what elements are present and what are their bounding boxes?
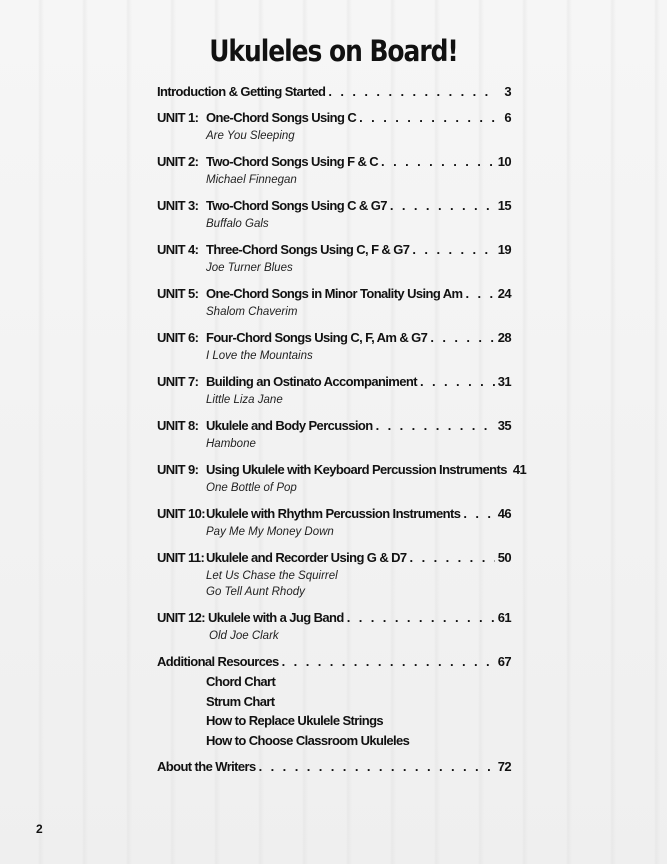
unit-number: UNIT 2: <box>157 154 199 169</box>
toc-entry-unit-11 <box>157 548 511 608</box>
dot-leader <box>376 416 495 436</box>
unit-number: UNIT 11: <box>157 550 205 565</box>
unit-number: UNIT 12: <box>157 610 205 625</box>
unit-number: UNIT 5: <box>157 286 199 301</box>
toc-entry-unit-1 <box>157 108 511 152</box>
dot-leader <box>463 504 494 524</box>
dot-leader <box>282 652 495 672</box>
unit-title: Ukulele and Body Percussion <box>206 418 373 433</box>
resource-item: How to Choose Classroom Ukuleles <box>206 732 410 748</box>
dot-leader <box>390 196 495 216</box>
song-title: I Love the Mountains <box>206 350 313 362</box>
toc-entry-unit-3 <box>157 196 511 240</box>
unit-page: 35 <box>497 418 511 433</box>
unit-title: Building an Ostinato Accompaniment <box>206 374 417 389</box>
unit-page: 46 <box>497 506 511 521</box>
song-title: Little Liza Jane <box>206 394 283 406</box>
song-title: Pay Me My Money Down <box>206 526 334 538</box>
toc-entry-unit-2 <box>157 152 511 196</box>
unit-title: Ukulele with a Jug Band <box>208 610 344 625</box>
unit-number: UNIT 6: <box>157 330 199 345</box>
toc-entry-writers <box>157 757 511 779</box>
unit-page: 19 <box>497 242 511 257</box>
song-title: Shalom Chaverim <box>206 306 298 318</box>
unit-page: 28 <box>497 330 511 345</box>
song-title: Buffalo Gals <box>206 218 269 230</box>
writers-title: About the Writers <box>157 759 256 774</box>
song-title: Are You Sleeping <box>206 130 295 142</box>
dot-leader <box>410 548 495 568</box>
dot-leader <box>259 757 495 777</box>
unit-page: 31 <box>497 374 511 389</box>
unit-title: Three-Chord Songs Using C, F & G7 <box>206 242 410 257</box>
toc-entry-unit-10 <box>157 504 511 548</box>
song-title: Joe Turner Blues <box>206 262 293 274</box>
toc-entry-unit-7 <box>157 372 511 416</box>
song-title: Hambone <box>206 438 256 450</box>
toc-entry-unit-6 <box>157 328 511 372</box>
unit-title: Four-Chord Songs Using C, F, Am & G7 <box>206 330 428 345</box>
unit-page: 41 <box>512 462 527 477</box>
unit-number: UNIT 10: <box>157 506 205 521</box>
dot-leader <box>328 82 496 102</box>
unit-title: Two-Chord Songs Using F & C <box>206 154 379 169</box>
unit-title: Ukulele and Recorder Using G & D7 <box>206 550 407 565</box>
unit-title: Using Ukulele with Keyboard Percussion Instruments <box>206 462 507 477</box>
dot-leader <box>465 284 494 304</box>
page-title: Ukuleles on Board! <box>209 34 458 68</box>
toc-entry-unit-4 <box>157 240 511 284</box>
unit-number: UNIT 3: <box>157 198 199 213</box>
resources-page: 67 <box>497 654 511 669</box>
dot-leader <box>420 372 495 392</box>
page-number: 2 <box>36 822 43 836</box>
dot-leader <box>412 240 494 260</box>
dot-leader <box>347 608 495 628</box>
unit-number: UNIT 9: <box>157 462 199 477</box>
unit-page: 24 <box>497 286 511 301</box>
unit-page: 6 <box>504 110 511 125</box>
table-of-contents <box>157 82 527 779</box>
unit-title: One-Chord Songs Using C <box>206 110 357 125</box>
resource-item: Chord Chart <box>206 674 276 689</box>
toc-intro-page: 3 <box>504 84 511 99</box>
unit-page: 10 <box>497 154 511 169</box>
unit-number: UNIT 8: <box>157 418 199 433</box>
unit-title: Ukulele with Rhythm Percussion Instruments <box>206 506 461 521</box>
song-title: Old Joe Clark <box>209 630 279 642</box>
dot-leader <box>430 328 494 348</box>
unit-page: 15 <box>497 198 511 213</box>
unit-number: UNIT 7: <box>157 374 199 389</box>
toc-intro-title: Introduction & Getting Started <box>157 84 326 99</box>
toc-entry-unit-12 <box>157 608 511 652</box>
dot-leader <box>381 152 495 172</box>
unit-title: Two-Chord Songs Using C & G7 <box>206 198 387 213</box>
song-title: One Bottle of Pop <box>206 482 297 494</box>
resource-item: How to Replace Ukulele Strings <box>206 713 384 728</box>
unit-number: UNIT 1: <box>157 110 199 125</box>
song-title: Go Tell Aunt Rhody <box>206 586 305 598</box>
writers-page: 72 <box>497 759 511 774</box>
unit-number: UNIT 4: <box>157 242 199 257</box>
unit-page: 50 <box>497 550 511 565</box>
dot-leader <box>359 108 496 128</box>
toc-entry-intro <box>157 82 511 108</box>
toc-entry-resources <box>157 652 511 757</box>
song-title: Let Us Chase the Squirrel <box>206 570 338 582</box>
resources-title: Additional Resources <box>157 654 279 669</box>
toc-entry-unit-5 <box>157 284 511 328</box>
unit-title: One-Chord Songs in Minor Tonality Using Am <box>206 286 463 301</box>
toc-entry-unit-9 <box>157 460 527 504</box>
song-title: Michael Finnegan <box>206 174 297 186</box>
resource-item: Strum Chart <box>206 693 275 709</box>
unit-page: 61 <box>497 610 511 625</box>
toc-entry-unit-8 <box>157 416 511 460</box>
